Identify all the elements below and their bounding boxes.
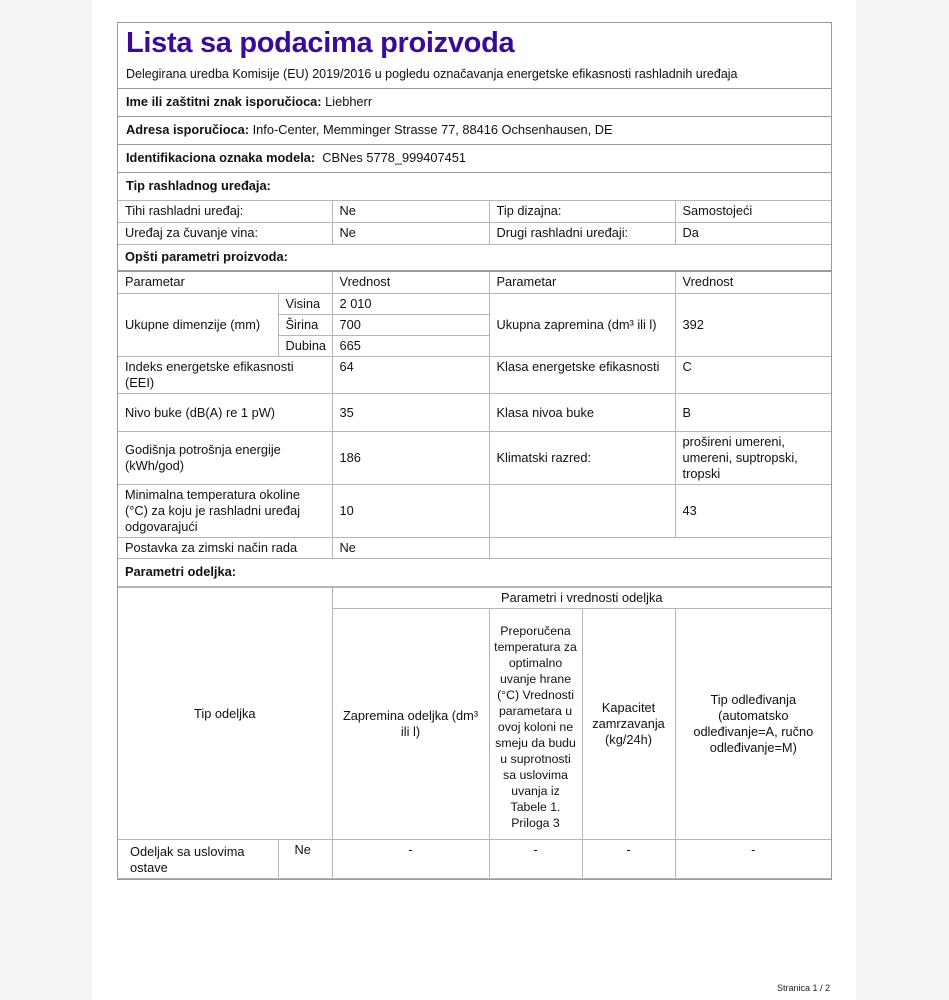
param-value: 35 [332,394,489,432]
supplier-name-label: Ime ili zaštitni znak isporučioca: [126,94,322,109]
compartment-params-label: Parametri odeljka: [118,559,831,587]
param-label: Godišnja potrošnja energije (kWh/god) [118,432,332,485]
volume-value: 392 [675,294,831,357]
supplier-address-row [118,116,831,144]
compartment-temp: - [489,840,582,879]
appliance-value: Samostojeći [675,201,831,223]
compartment-row [118,840,831,879]
header-value: Vrednost [675,271,831,294]
param-row [118,394,831,432]
param-value: 10 [332,485,489,538]
param-label: Indeks energetske efikasnosti (EEI) [118,357,332,394]
param-value: B [675,394,831,432]
compartment-table [118,587,831,879]
volume-label: Ukupna zapremina (dm³ ili l) [489,294,675,357]
param-label: Klasa nivoa buke [489,394,675,432]
param-label: Nivo buke (dB(A) re 1 pW) [118,394,332,432]
supplier-name-value: Liebherr [325,94,373,109]
appliance-type-row [118,201,831,223]
model-id-row [118,144,831,172]
general-params-heading [118,245,831,272]
general-params-label: Opšti parametri proizvoda: [118,245,831,272]
regulation-subtitle: Delegirana uredba Komisije (EU) 2019/2016 u pogledu označavanja energetske efikasnosti rashladnih uređaja [126,67,738,81]
compartment-volume: - [332,840,489,879]
param-row [118,357,831,394]
appliance-value: Da [675,223,831,245]
height-value: 2 010 [332,294,489,315]
appliance-value: Ne [332,223,489,245]
compartment-group-row [118,588,831,609]
appliance-type-label: Tip rashladnog uređaja: [126,178,271,193]
supplier-address-value: Info-Center, Memminger Strasse 77, 88416 Ochsenhausen, DE [252,122,613,137]
winter-empty [489,538,831,559]
param-value: 186 [332,432,489,485]
col-type: Tip odeljka [118,588,332,840]
param-row [118,432,831,485]
param-row [118,485,831,538]
col-defrost: Tip odleđivanja (automatsko odleđivanje=A, ručno odleđivanje=M) [675,609,831,840]
dimensions-row [118,294,831,315]
param-label: Minimalna temperatura okoline (°C) za koju je rashladni uređaj odgovarajući [118,485,332,538]
param-value: 43 [675,485,831,538]
winter-label: Postavka za zimski način rada [118,538,332,559]
col-freeze: Kapacitet zamrzavanja (kg/24h) [582,609,675,840]
param-label: Klasa energetske efikasnosti [489,357,675,394]
width-label: Širina [278,315,332,336]
general-table [118,200,831,587]
appliance-label: Drugi rashladni uređaji: [489,223,675,245]
header-param: Parametar [489,271,675,294]
model-id-label: Identifikaciona oznaka modela: [126,150,316,165]
product-info-sheet [117,22,832,880]
supplier-name-row [118,88,831,116]
appliance-type-row [118,223,831,245]
col-volume: Zapremina odeljka (dm³ ili l) [332,609,489,840]
group-header: Parametri i vrednosti odeljka [332,588,831,609]
param-label [489,485,675,538]
winter-row [118,538,831,559]
winter-value: Ne [332,538,489,559]
compartment-present: Ne [278,840,332,879]
compartment-params-heading [118,559,831,587]
appliance-label: Uređaj za čuvanje vina: [118,223,332,245]
page-number: Stranica 1 / 2 [776,983,830,993]
page-title: Lista sa podacima proizvoda [126,27,515,59]
depth-label: Dubina [278,336,332,357]
param-label: Klimatski razred: [489,432,675,485]
width-value: 700 [332,315,489,336]
col-temp: Preporučena temperatura za optimalno uvanje hrane (°C) Vrednosti parametara u ovoj koloni ne smeju da budu u suprotnosti sa uslovima uvanja iz Tabele 1. Priloga 3 [489,609,582,840]
height-label: Visina [278,294,332,315]
compartment-freeze: - [582,840,675,879]
param-value: 64 [332,357,489,394]
param-value: C [675,357,831,394]
compartment-type: Odeljak sa uslovima ostave [118,840,278,879]
appliance-type-heading [118,172,831,200]
header-value: Vrednost [332,271,489,294]
compartment-defrost: - [675,840,831,879]
model-id-value: CBNes 5778_999407451 [322,150,467,165]
appliance-label: Tip dizajna: [489,201,675,223]
dimensions-label: Ukupne dimenzije (mm) [118,294,278,357]
general-header-row [118,271,831,294]
appliance-value: Ne [332,201,489,223]
depth-value: 665 [332,336,489,357]
header-param: Parametar [118,271,332,294]
supplier-address-label: Adresa isporučioca: [126,122,250,137]
appliance-label: Tihi rashladni uređaj: [118,201,332,223]
param-value: prošireni umereni, umereni, suptropski, tropski [675,432,831,485]
